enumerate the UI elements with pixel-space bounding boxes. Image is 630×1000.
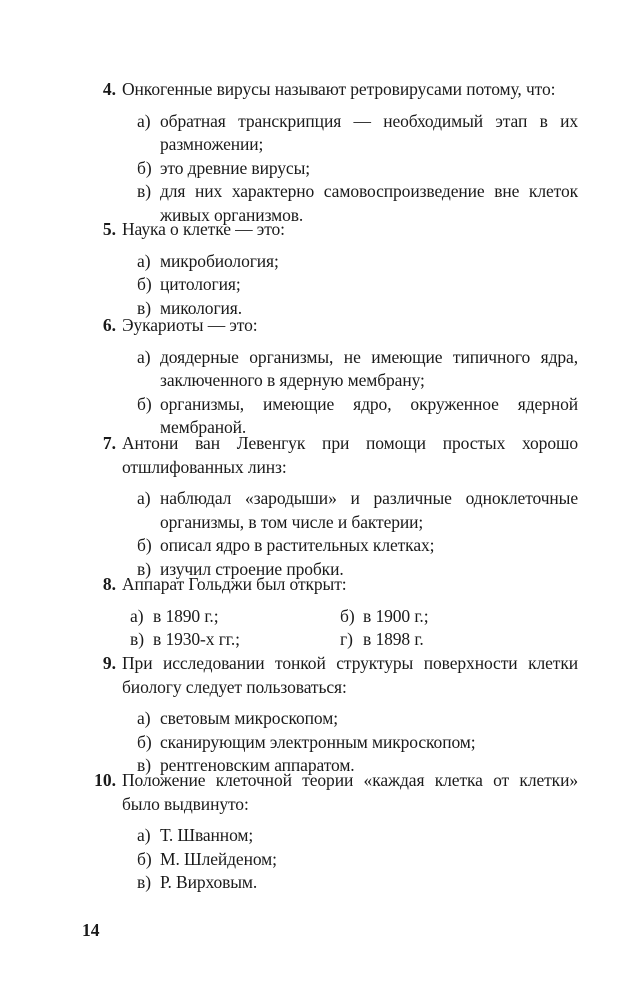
answer-text: в 1890 г.;: [153, 605, 219, 626]
answer-option: [340, 605, 540, 629]
answer-label: а): [137, 110, 151, 131]
answer-option: [137, 731, 578, 755]
answer-label: б): [137, 731, 152, 752]
answer-option: [130, 605, 340, 629]
answer-text: в 1898 г.: [363, 629, 424, 649]
answer-option: [137, 824, 578, 848]
answer-list: [90, 250, 578, 321]
question-number: 8.: [102, 574, 116, 594]
answer-list: [90, 110, 578, 228]
question-number: 6.: [102, 315, 116, 335]
answer-list: [90, 346, 578, 440]
question-number: 5.: [102, 219, 116, 239]
question-text: Аппарат Гольджи был открыт:: [122, 574, 347, 594]
question-text: Положение клеточной теории «каждая клетка от клетки» было выдвинуто:: [122, 770, 578, 814]
question-text: При исследовании тонкой структуры поверхности клетки биологу следует пользоваться:: [122, 653, 578, 697]
question-6: [90, 314, 578, 440]
answer-text: это древние вирусы;: [160, 157, 310, 178]
answer-option: [340, 628, 540, 652]
question-text: Антони ван Левенгук при помощи простых хорошо отшлифованных линз:: [122, 433, 578, 477]
answer-text: описал ядро в растительных клетках;: [160, 535, 435, 555]
answer-text: Т. Шванном;: [160, 825, 254, 845]
answer-label: б): [137, 535, 152, 555]
answer-grid: [90, 605, 578, 652]
answer-option: [130, 628, 340, 652]
question-text: Наука о клетке — это:: [122, 219, 285, 239]
answer-label: б): [137, 157, 152, 178]
answer-label: б): [340, 605, 355, 626]
answer-text: изучил строение пробки.: [160, 558, 344, 579]
answer-text: микология.: [160, 297, 243, 318]
answer-label: в): [130, 629, 145, 649]
question-text: Эукариоты — это:: [122, 315, 258, 335]
question-number: 4.: [102, 79, 116, 99]
answer-label: а): [137, 825, 151, 845]
answer-label: в): [137, 755, 152, 775]
answer-label: а): [137, 250, 151, 271]
question-7: [90, 432, 578, 581]
question-4: [90, 78, 578, 227]
page-number: 14: [82, 920, 100, 940]
answer-label: г): [340, 629, 354, 649]
answer-option: [137, 871, 578, 895]
answer-label: а): [137, 708, 151, 728]
answer-label: в): [137, 181, 152, 201]
answer-text: организмы, имеющие ядро, окруженное ядерной мембраной.: [160, 393, 578, 437]
question-number: 9.: [102, 653, 116, 673]
answer-option: [137, 250, 578, 274]
question-10: [90, 769, 578, 895]
answer-text: микробиология;: [160, 250, 279, 271]
answer-list: [90, 824, 578, 895]
answer-option: [137, 346, 578, 393]
answer-option: [137, 487, 578, 534]
answer-text: рентгеновским аппаратом.: [160, 755, 355, 775]
question-8: [90, 573, 578, 652]
question-number: 7.: [102, 433, 116, 453]
answer-text: для них характерно самовоспроизведение вне клеток живых организмов.: [160, 181, 578, 225]
answer-option: [137, 110, 578, 157]
answer-option: [137, 707, 578, 731]
answer-option: [137, 273, 578, 297]
answer-label: б): [137, 274, 152, 294]
question-9: [90, 652, 578, 778]
answer-label: в): [137, 297, 152, 318]
answer-text: в 1930-х гг.;: [153, 629, 240, 649]
answer-text: в 1900 г.;: [363, 605, 429, 626]
answer-label: а): [130, 605, 144, 626]
answer-list: [90, 487, 578, 581]
answer-text: обратная транскрипция — необходимый этап в их размножении;: [160, 110, 578, 154]
answer-label: б): [137, 393, 152, 414]
answer-option: [137, 848, 578, 872]
answer-label: а): [137, 488, 151, 508]
answer-text: наблюдал «зародыши» и различные одноклеточные организмы, в том числе и бактерии;: [160, 488, 578, 532]
answer-label: б): [137, 848, 152, 869]
answer-text: световым микроскопом;: [160, 708, 338, 728]
answer-label: в): [137, 558, 152, 579]
question-5: [90, 218, 578, 320]
answer-option: [137, 534, 578, 558]
answer-label: в): [137, 872, 152, 892]
answer-text: цитология;: [160, 274, 241, 294]
answer-option: [137, 157, 578, 181]
question-text: Онкогенные вирусы называют ретровирусами потому, что:: [122, 79, 556, 99]
answer-text: М. Шлейденом;: [160, 848, 277, 869]
answer-text: Р. Вирховым.: [160, 872, 258, 892]
answer-text: доядерные организмы, не имеющие типичного ядра, заключенного в ядерную мембрану;: [160, 346, 578, 390]
question-number: 10.: [94, 770, 116, 790]
answer-label: а): [137, 346, 151, 367]
answer-list: [90, 707, 578, 778]
answer-text: сканирующим электронным микроскопом;: [160, 731, 476, 752]
